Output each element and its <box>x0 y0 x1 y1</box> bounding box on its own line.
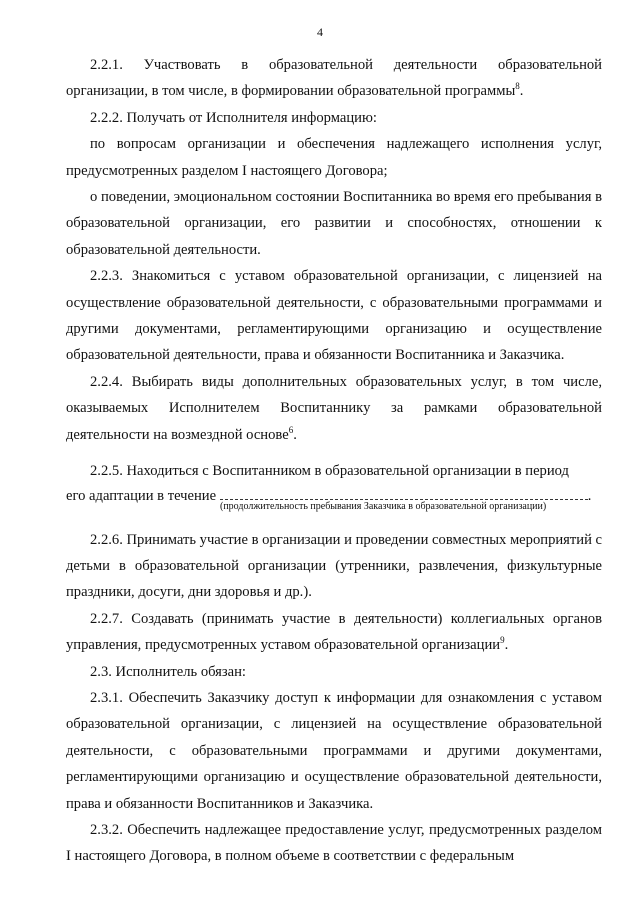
paragraph-text: 2.2.4. Выбирать виды дополнительных образовательных услуг, в том числе, оказываемых Исполнителем Воспитаннику за рамками образовательной деятельности на возмездной основе <box>66 373 602 443</box>
paragraph-2-3-1: 2.3.1. Обеспечить Заказчику доступ к информации для ознакомления с уставом образовательной организации, с лицензией на осуществление образовательной деятельности, с образовательными программами и другими документами, регламентирующими организацию и осуществление образовательной деятельности, права и обязанности Воспитанников и Заказчика. <box>66 689 602 812</box>
paragraph-2-3: 2.3. Исполнитель обязан: <box>90 663 246 680</box>
blank-caption: (продолжительность пребывания Заказчика в образовательной организации) <box>220 500 547 512</box>
footnote-ref: 6 <box>288 424 294 435</box>
paragraph-2-2-3: 2.2.3. Знакомиться с уставом образовательной организации, с лицензией на осуществление образовательной деятельности, с образовательными программами и другими документами, регламентирующими организацию и осуществление образовательной деятельности, права и обязанности Воспитанника и Заказчика. <box>66 268 602 364</box>
paragraph-2-3-2: 2.3.2. Обеспечить надлежащее предоставление услуг, предусмотренных разделом I настоящего Договора, в полном объеме в соответствии с федеральным <box>66 821 602 865</box>
paragraph-end: . <box>587 487 592 504</box>
paragraph-2-2-1 <box>66 52 602 105</box>
paragraph-end: . <box>504 637 509 654</box>
paragraph-2-2-4 <box>66 369 602 448</box>
paragraph-2-2-5: 2.2.5. Находиться с Воспитанником в образовательной организации в период <box>90 463 569 480</box>
paragraph-text: его адаптации в течение <box>66 487 217 504</box>
paragraph-2-2-6: 2.2.6. Принимать участие в организации и проведении совместных мероприятий с детьми в образовательной организации (утренники, развлечения, физкультурные праздники, досуги, дни здоровья и др.). <box>66 531 603 601</box>
paragraph-end: . <box>293 426 297 443</box>
paragraph-2-2-2: 2.2.2. Получать от Исполнителя информацию: <box>90 109 377 126</box>
footnote-ref: 9 <box>500 635 505 646</box>
document-body <box>66 52 602 870</box>
paragraph-text: 2.2.1. Участвовать в образовательной деятельности образовательной организации, в том числе, в формировании образовательной программы <box>66 57 602 100</box>
paragraph-text: 2.2.7. Создавать (принимать участие в деятельности) коллегиальных органов управления, предусмотренных уставом образовательной организации <box>66 610 602 654</box>
fill-in-blank[interactable] <box>220 485 588 500</box>
paragraph-2-2-7 <box>66 606 602 659</box>
paragraph-info-behavior: о поведении, эмоциональном состоянии Воспитанника во время его пребывания в образовательной организации, его развитии и способностях, отношении к образовательной деятельности. <box>66 189 602 258</box>
footnote-ref: 8 <box>515 81 520 92</box>
paragraph-end: . <box>519 83 524 100</box>
page-number: 4 <box>317 25 323 39</box>
paragraph-info-services: по вопросам организации и обеспечения надлежащего исполнения услуг, предусмотренных разделом I настоящего Договора; <box>66 136 602 179</box>
